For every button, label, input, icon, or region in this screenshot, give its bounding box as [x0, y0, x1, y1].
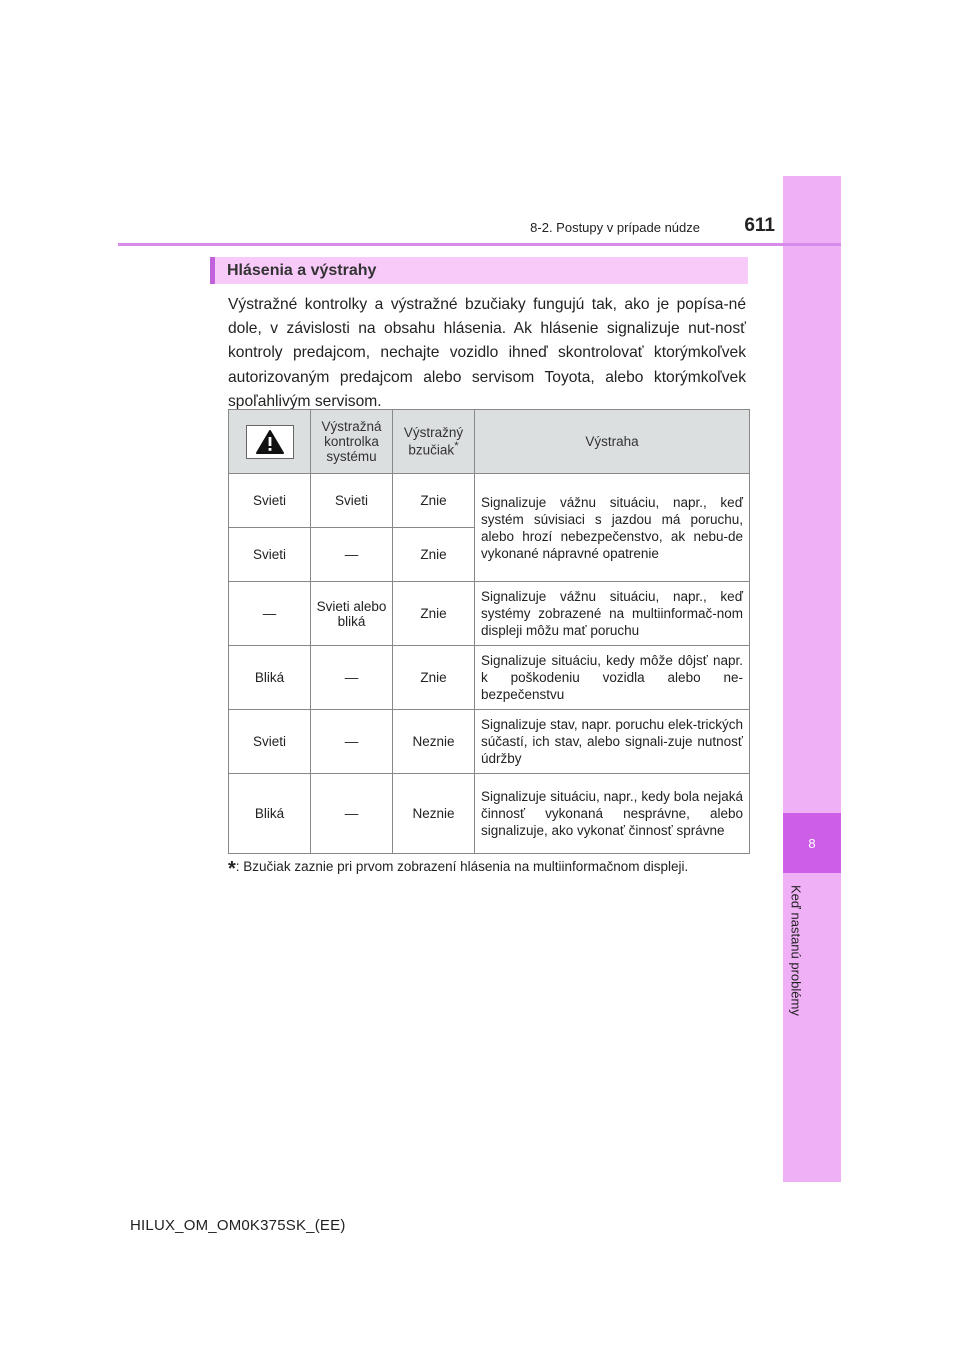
- warning-triangle-icon: [246, 425, 294, 459]
- cell-light: Bliká: [229, 774, 311, 854]
- table-row: [229, 646, 750, 710]
- intro-paragraph: Výstražné kontrolky a výstražné bzučiaky fungujú tak, ako je popísa-né dole, v závislosti na obsahu hlásenia. Ak hlásenie signalizuje nut-nosť kontroly predajcom, nechajte vozidlo ihneď skontrolovať ktorýmkoľvek autorizovaným predajcom alebo servisom Toyota, alebo ktorýmkoľvek spoľahlivým servisom.: [228, 296, 746, 410]
- cell-warning: Signalizuje situáciu, napr., kedy bola nejaká činnosť vykonaná nesprávne, alebo signalizuje, ako vykonať činnosť správne: [475, 774, 750, 854]
- section-header: 8-2. Postupy v prípade núdze: [530, 220, 700, 235]
- cell-buzzer: Neznie: [393, 774, 475, 854]
- chapter-title: Keď nastanú problémy: [788, 885, 804, 1016]
- table-row: [229, 474, 750, 528]
- cell-warning: Signalizuje vážnu situáciu, napr., keď systémy zobrazené na multiinformač-nom displeji môžu mať poruchu: [475, 582, 750, 646]
- cell-warning: Signalizuje stav, napr. poruchu elek-trických súčastí, ich stav, alebo signali-zuje nutnosť údržby: [475, 710, 750, 774]
- chapter-number-tab[interactable]: 8: [783, 813, 841, 873]
- header-buzzer: [393, 410, 475, 474]
- cell-light: Bliká: [229, 646, 311, 710]
- cell-warning: Signalizuje vážnu situáciu, napr., keď systém súvisiaci s jazdou má poruchu, alebo hrozí nebezpečenstvo, ak nebu-de vykonané nápravné opatrenie: [475, 474, 750, 582]
- cell-buzzer: Znie: [393, 474, 475, 528]
- cell-buzzer: Znie: [393, 646, 475, 710]
- footnote-text: : Bzučiak zaznie pri prvom zobrazení hlásenia na multiinformačnom displeji.: [235, 859, 689, 874]
- header-divider: [118, 243, 841, 246]
- cell-buzzer: Znie: [393, 528, 475, 582]
- section-title: Hlásenia a výstrahy: [210, 257, 748, 284]
- cell-system: —: [311, 774, 393, 854]
- page-number: 611: [744, 215, 775, 236]
- table-header-row: [229, 410, 750, 474]
- cell-light: Svieti: [229, 528, 311, 582]
- cell-light: —: [229, 582, 311, 646]
- cell-warning: Signalizuje situáciu, kedy môže dôjsť napr. k poškodeniu vozidla alebo ne-bezpečenstvu: [475, 646, 750, 710]
- header-system-light: Výstražná kontrolka systému: [311, 410, 393, 474]
- cell-system: —: [311, 528, 393, 582]
- header-icon-cell: [229, 410, 311, 474]
- cell-system: —: [311, 710, 393, 774]
- cell-light: Svieti: [229, 474, 311, 528]
- table-row: [229, 774, 750, 854]
- footnote-mark: *: [228, 858, 236, 880]
- document-code: HILUX_OM_OM0K375SK_(EE): [130, 1217, 346, 1234]
- cell-light: Svieti: [229, 710, 311, 774]
- cell-buzzer: Neznie: [393, 710, 475, 774]
- cell-system: Svieti alebo bliká: [311, 582, 393, 646]
- header-warning: Výstraha: [475, 410, 750, 474]
- header-buzzer-mark: *: [454, 440, 459, 453]
- table-row: [229, 710, 750, 774]
- cell-system: Svieti: [311, 474, 393, 528]
- table-row: [229, 582, 750, 646]
- footnote: [228, 858, 750, 881]
- cell-system: —: [311, 646, 393, 710]
- warning-table: [228, 409, 750, 854]
- cell-buzzer: Znie: [393, 582, 475, 646]
- header-buzzer-label: Výstražný bzučiak: [403, 425, 464, 458]
